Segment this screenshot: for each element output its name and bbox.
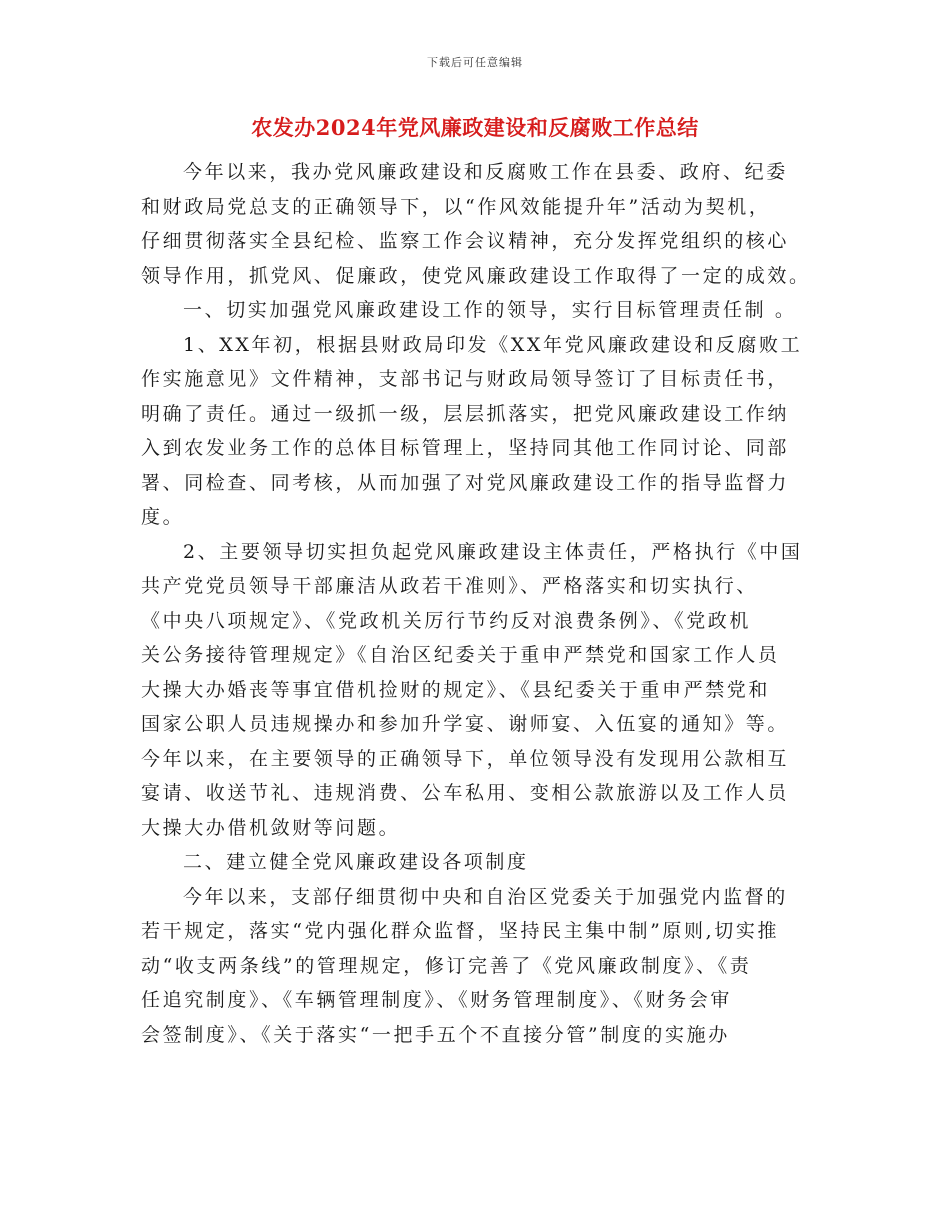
page-header-note: 下载后可任意编辑 xyxy=(427,56,523,69)
text-line: 若干规定，落实“党内强化群众监督，坚持民主集中制”原则,切实推 xyxy=(141,920,780,942)
text-line: 今年以来，在主要领导的正确领导下，单位领导没有发现用公款相互 xyxy=(141,747,790,770)
text-line: 仔细贯彻落实全县纪检、监察工作会议精神，充分发挥党组织的核心 xyxy=(141,230,790,252)
text-line: 作实施意见》文件精神，支部书记与财政局领导签订了目标责任书， xyxy=(141,368,790,390)
text-line: 大操大办借机敛财等问题。 xyxy=(141,816,401,839)
text-line: 领导作用，抓党风、促廉政，使党风廉政建设工作取得了一定的成效。 xyxy=(141,264,811,287)
text-line: 明确了责任。通过一级抓一级，层层抓落实，把党风廉政建设工作纳 xyxy=(141,402,790,425)
document-body xyxy=(141,155,811,1052)
text-line: 国家公职人员违规操办和参加升学宴、谢师宴、入伍宴的通知》等。 xyxy=(141,713,790,735)
text-line: 和财政局党总支的正确领导下，以“作风效能提升年”活动为契机， xyxy=(141,195,771,218)
text-line: 会签制度》、《关于落实“一把手五个不直接分管”制度的实施办 xyxy=(141,1023,730,1046)
document-title: 农发办2024年党风廉政建设和反腐败工作总结 xyxy=(251,115,699,140)
text-line: 大操大办婚丧等事宜借机捡财的规定》、《县纪委关于重申严禁党和 xyxy=(141,678,771,701)
text-line: 共产党党员领导干部廉洁从政若干准则》、严格落实和切实执行、 xyxy=(141,575,758,597)
text-line: 一、切实加强党风廉政建设工作的领导，实行目标管理责任制 。 xyxy=(183,299,797,321)
text-line: 今年以来，支部仔细贯彻中央和自治区党委关于加强党内监督的 xyxy=(183,885,788,908)
text-line: 宴请、收送节礼、违规消费、公车私用、变相公款旅游以及工作人员 xyxy=(141,782,790,804)
text-line: 署、同检查、同考核，从而加强了对党风廉政建设工作的指导监督力 xyxy=(141,471,790,494)
text-line: 2、主要领导切实担负起党风廉政建设主体责任，严格执行《中国 xyxy=(183,540,803,563)
text-line: 今年以来，我办党风廉政建设和反腐败工作在县委、政府、纪委 xyxy=(183,161,788,183)
text-line: 任追究制度》、《车辆管理制度》、《财务管理制度》、《财务会审 xyxy=(141,989,733,1011)
text-line: 度。 xyxy=(141,506,185,528)
text-line: 《中央八项规定》、《党政机关厉行节约反对浪费条例》、《党政机 xyxy=(141,609,752,632)
text-line: 1、XX年初，根据县财政局印发《XX年党风廉政建设和反腐败工 xyxy=(183,333,803,356)
text-line: 二、建立健全党风廉政建设各项制度 xyxy=(183,851,529,873)
text-line: 动“收支两条线”的管理规定，修订完善了《党风廉政制度》、《责 xyxy=(141,954,752,977)
text-line: 入到农发业务工作的总体目标管理上，坚持同其他工作同讨论、同部 xyxy=(141,437,790,459)
text-line: 关公务接待管理规定》《自治区纪委关于重申严禁党和国家工作人员 xyxy=(141,644,780,666)
